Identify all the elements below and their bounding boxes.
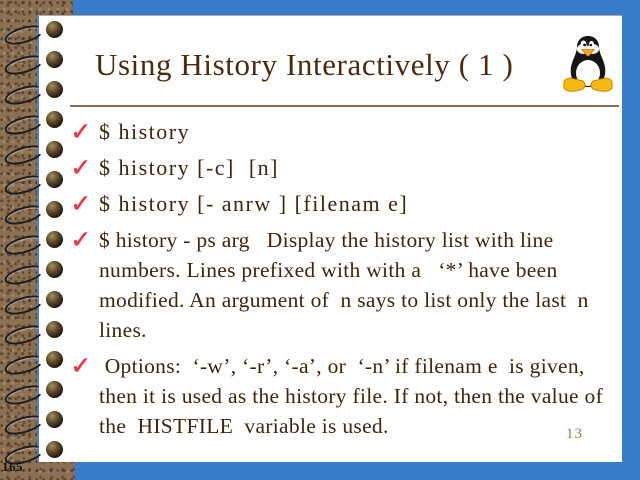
page-number: 13 [566,426,583,442]
spiral-bead-icon [46,141,63,158]
spiral-bead-icon [46,351,63,368]
frame-top-bar [73,0,640,15]
checkmark-bullet-icon: ✓ [70,225,92,254]
spiral-wire-icon [3,322,46,348]
bullet-text: $ history - ps arg Display the history list with line numbers. Lines prefixed with with a ‘*’ have been modified. An argument of n says to list only the last n lines. [99,228,595,342]
spiral-bead-icon [46,21,63,38]
spiral-wire-icon [3,142,46,168]
spiral-bead-icon [46,291,63,308]
checkmark-bullet-icon: ✓ [70,351,92,380]
spiral-ring [4,170,66,200]
spiral-wire-icon [3,352,46,378]
spiral-binding [4,20,66,476]
notebook-page [37,15,622,462]
spiral-bead-icon [46,51,63,68]
spiral-ring [4,380,66,410]
spiral-bead-icon [46,441,63,458]
spiral-ring [4,410,66,440]
spiral-wire-icon [3,262,46,288]
spiral-wire-icon [3,412,46,438]
bullet-text: Options: ‘-w’, ‘-r’, ‘-a’, or ‘-n’ if filenam e is given, then it is used as the history file. If not, then the value of the HISTFILE variable is used. [99,354,609,438]
spiral-ring [4,80,66,110]
bullet-text: $ history [- anrw ] [filenam e] [99,191,409,216]
bullet-text: $ history [-c] [n] [99,155,280,180]
bullet-list [39,117,619,447]
spiral-wire-icon [3,52,46,78]
bullet-item [39,189,619,219]
spiral-wire-icon [3,172,46,198]
spiral-ring [4,20,66,50]
spiral-ring [4,200,66,230]
checkmark-bullet-icon: ✓ [70,189,93,218]
spiral-bead-icon [46,111,63,128]
spiral-ring [4,260,66,290]
checkmark-bullet-icon: ✓ [70,117,93,146]
spiral-wire-icon [3,292,46,318]
spiral-wire-icon [3,112,46,138]
spiral-wire-icon [3,22,46,48]
frame-right-bar [622,0,640,480]
spiral-bead-icon [46,261,63,278]
tux-penguin-icon [562,35,614,97]
spiral-ring [4,230,66,260]
spiral-ring [4,50,66,80]
spiral-wire-icon [3,232,46,258]
frame-bottom-bar [75,462,640,480]
spiral-bead-icon [46,411,63,428]
spiral-bead-icon [46,321,63,338]
spiral-wire-icon [3,382,46,408]
slide-title: Using History Interactively ( 1 ) [95,47,514,82]
bullet-item [39,153,619,183]
bullet-item [39,117,619,147]
spiral-wire-icon [3,202,46,228]
spiral-wire-icon [3,82,46,108]
spiral-bead-icon [46,81,63,98]
bullet-text: $ history [99,119,191,144]
bullet-item [39,225,619,345]
spiral-ring [4,290,66,320]
spiral-bead-icon [46,171,63,188]
spiral-bead-icon [46,201,63,218]
spiral-ring [4,350,66,380]
bullet-item [39,351,619,441]
spiral-bead-icon [46,381,63,398]
spiral-ring [4,140,66,170]
spiral-bead-icon [46,231,63,248]
title-divider [70,105,619,107]
spiral-ring [4,320,66,350]
footer-counter: 165 [2,459,23,474]
spiral-ring [4,110,66,140]
checkmark-bullet-icon: ✓ [70,153,93,182]
